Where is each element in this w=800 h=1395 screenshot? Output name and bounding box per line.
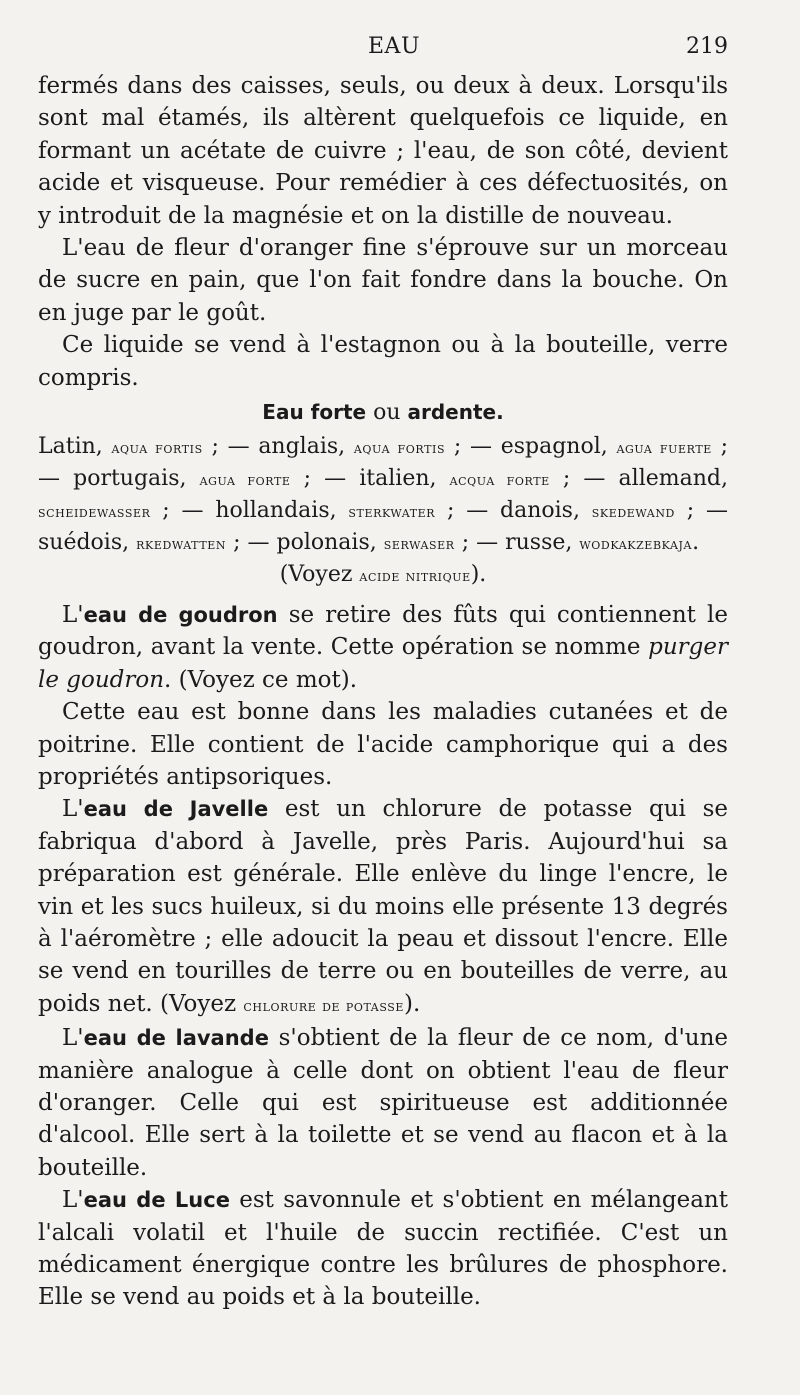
separator: ; — [674,498,728,524]
separator: ; — [454,530,506,556]
heading-term: Eau forte [262,400,367,425]
see-suffix: ). [470,562,487,588]
section-heading [38,396,728,429]
translation-term: scheidewasser [38,502,151,522]
separator: ; — [150,498,216,524]
translation-term: skedewand [591,502,675,522]
book-page [38,34,728,1314]
entry-lead: L' [62,1187,84,1214]
entry-text: ). [404,990,421,1017]
entry-text: est un chlorure de potasse qui se fabriqua d'abord à Javelle, près Paris. Aujourd'hui sa préparation est générale. Elle enlève du linge l'encre, le vin et les sucs huileux, si du moins elle présente 13 degrés à l'aéromètre ; elle adoucit la peau et dissout l'encre. Elle se vend en tourilles de terre ou en bouteilles de verre, au poids net. (Voyez [38,796,728,1017]
translation-term: serwaser [383,534,455,554]
language-name: anglais, [258,434,354,460]
translation-term: aqua fortis [111,438,203,458]
separator: ; — [290,466,360,492]
language-name: hollandais, [215,498,349,524]
entry-javelle [38,793,728,1022]
language-name: Latin, [38,434,112,460]
separator: ; — [226,530,277,556]
separator: ; — [38,434,729,492]
entry-term: eau de Luce [83,1188,230,1213]
heading-connector: ou [366,400,408,426]
entry-term: eau de Javelle [83,797,269,822]
separator: . [692,530,700,556]
language-name: suédois, [38,530,137,556]
separator: ; — [549,466,619,492]
translation-term: wodkakzebkaja [579,534,693,554]
paragraph: Cette eau est bonne dans les maladies cutanées et de poitrine. Elle contient de l'acide camphorique qui a des propriétés antipsoriques. [38,699,728,790]
language-name: polonais, [276,530,384,556]
language-name: portugais, [73,466,200,492]
language-name: italien, [359,466,450,492]
entry-lavande [38,1022,728,1184]
language-name: danois, [500,498,592,524]
see-prefix: (Voyez [279,562,360,588]
heading-term: ardente. [407,400,504,425]
entry-text: se retire des fûts qui contiennent le goudron, avant la vente. Cette opération se nomme [38,601,728,661]
paragraph: fermés dans des caisses, seuls, ou deux à deux. Lorsqu'ils sont mal étamés, ils altèrent quelquefois ce liquide, en formant un acétate de cuivre ; l'eau, de son côté, devient acide et visqueuse. Pour remédier à ces défectuosités, on y introduit de la magnésie et on la distille de nouveau. [38,73,728,229]
entry-lead: L' [62,1025,84,1052]
running-head [38,34,728,70]
running-title: EAU [368,34,420,59]
page-number: 219 [686,34,728,59]
translation-term: agua fuerte [616,438,712,458]
translation-term: agua forte [199,470,291,490]
translation-term: sterkwater [348,502,436,522]
paragraph: Ce liquide se vend à l'estagnon ou à la bouteille, verre compris. [38,332,728,391]
entry-lead: L' [62,796,84,823]
entry-smallcaps: chlorure de potasse [243,995,405,1015]
entry-text: s'obtient de la fleur de ce nom, d'une manière analogue à celle dont on obtient l'eau de fleur d'oranger. Celle qui est spiritueuse est additionnée d'alcool. Elle sert à la toilette et se vend au flacon et à la bouteille. [38,1025,728,1181]
entry-text: . (Voyez ce mot). [164,666,358,693]
language-name: allemand, [618,466,728,492]
paragraph: L'eau de fleur d'oranger fine s'éprouve sur un morceau de sucre en pain, que l'on fait fondre dans la bouche. On en juge par le goût. [38,235,728,326]
entry-luce [38,1184,728,1314]
entry-text: est savonnule et s'obtient en mélangeant l'alcali volatil et l'huile de succin rectifiée. C'est un médicament énergique contre les brûlures de phosphore. Elle se vend au poids et à la bouteille. [38,1187,728,1311]
see-term: acide nitrique [359,566,471,586]
translations-list [38,431,728,559]
entry-italic: purger le goudron [38,634,728,693]
translation-term: rkedwatten [136,534,227,554]
see-also [38,559,728,592]
translation-term: aqua fortis [353,438,446,458]
entry-lead: L' [62,601,84,628]
separator: ; — [202,434,259,460]
separator: ; — [435,498,501,524]
separator: ; — [445,434,501,460]
language-name: espagnol, [500,434,617,460]
entry-term: eau de goudron [83,602,278,627]
translation-term: acqua forte [449,470,550,490]
language-name: russe, [505,530,580,556]
entry-term: eau de lavande [83,1026,269,1051]
entry-goudron [38,599,728,696]
